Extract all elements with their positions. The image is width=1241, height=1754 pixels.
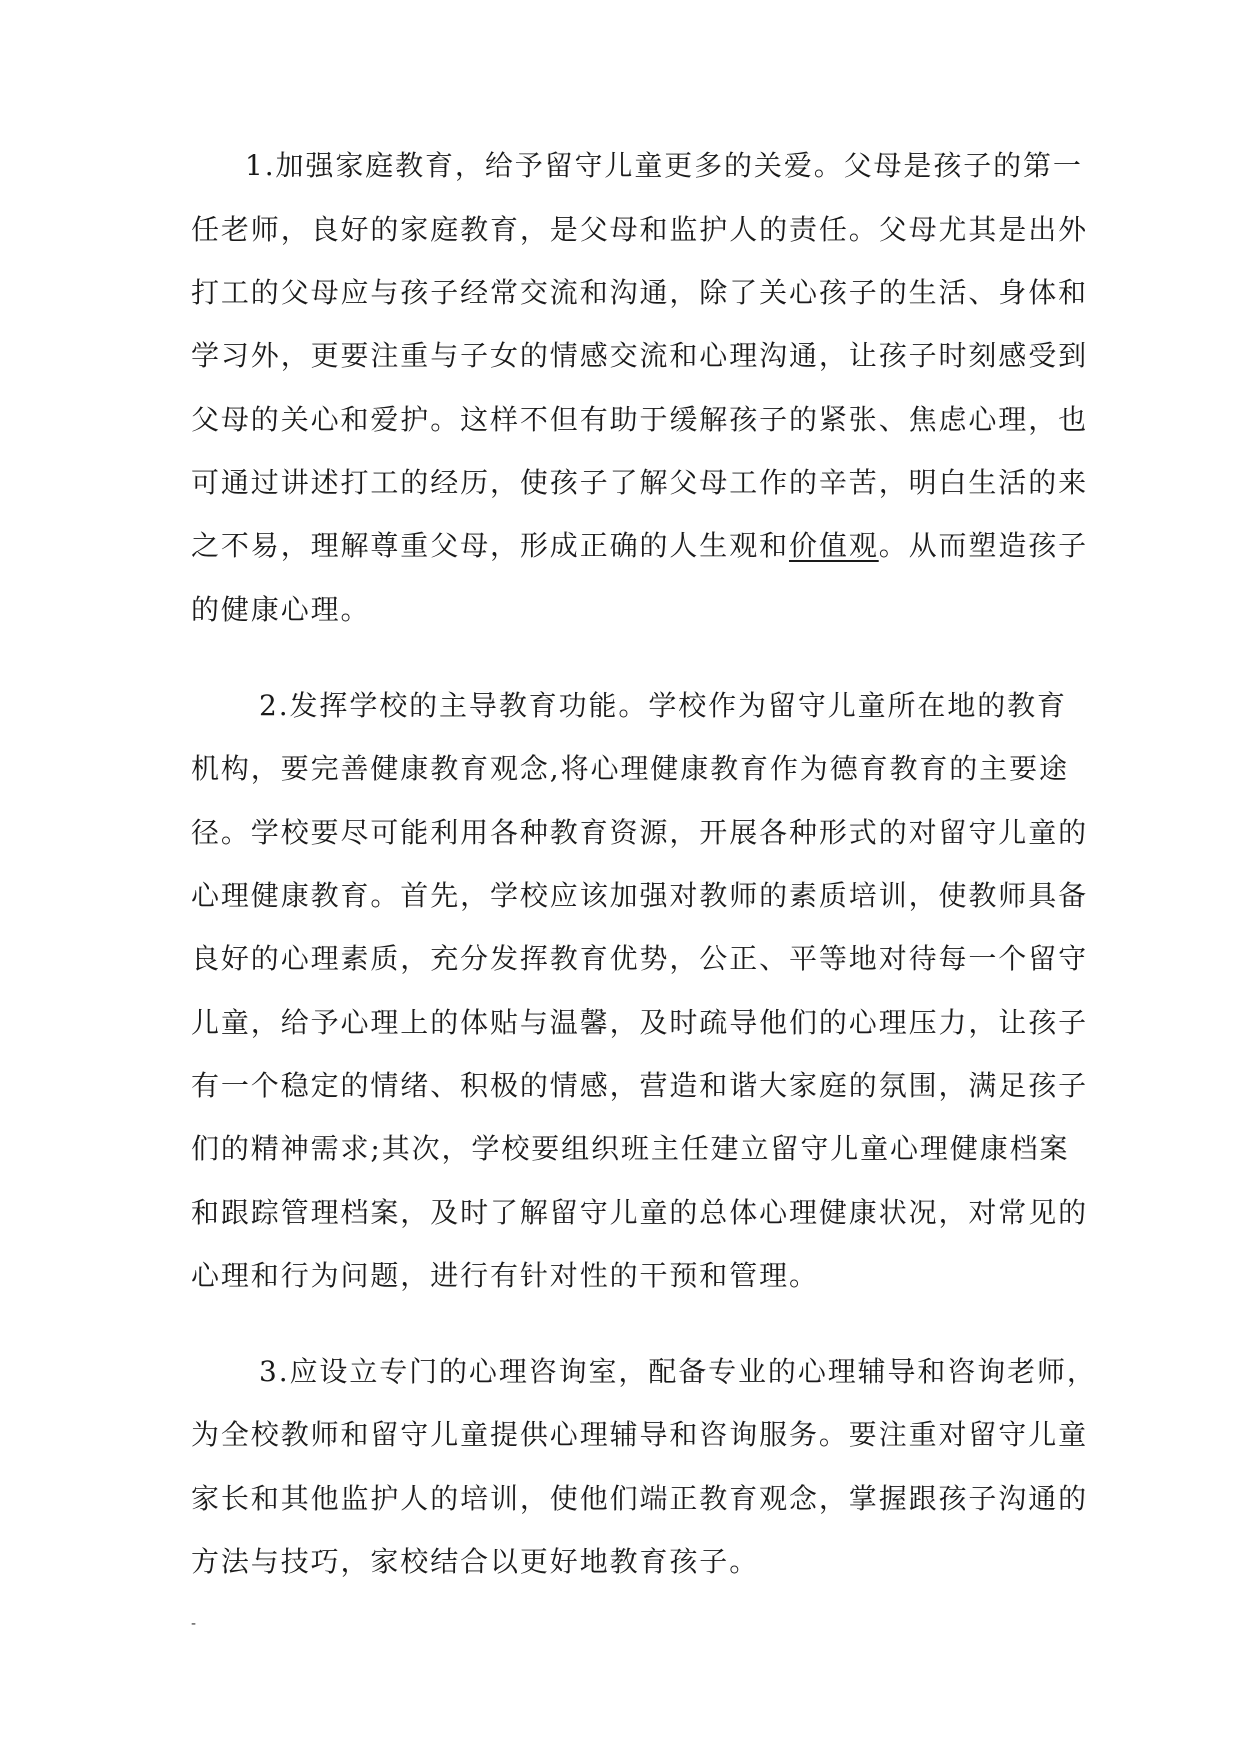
paragraph-1-line-3: 打工的父母应与孩子经常交流和沟通，除了关心孩子的生活、身体和 [191,276,1089,309]
paragraph-2-line-6: 儿童，给予心理上的体贴与温馨，及时疏导他们的心理压力，让孩子 [191,1006,1089,1039]
paragraph-1-line-8: 的健康心理。 [191,593,371,626]
paragraph-1-line-5: 父母的关心和爱护。这样不但有助于缓解孩子的紧张、焦虑心理，也 [191,403,1089,436]
line-text-before: 之不易，理解尊重父母，形成正确的人生观和 [191,529,790,562]
paragraph-2-line-2: 机构，要完善健康教育观念,将心理健康教育作为德育教育的主要途 [191,752,1069,785]
paragraph-1-line-1: 1.加强家庭教育，给予留守儿童更多的关爱。父母是孩子的第一 [245,149,1083,182]
paragraph-2-line-5: 良好的心理素质，充分发挥教育优势，公正、平等地对待每一个留守 [191,942,1089,975]
paragraph-3-line-4: 方法与技巧，家校结合以更好地教育孩子。 [191,1545,760,1578]
page-footer-mark: - [191,1616,197,1632]
paragraph-2-line-1: 2.发挥学校的主导教育功能。学校作为留守儿童所在地的教育 [259,689,1067,722]
paragraph-3-line-1: 3.应设立专门的心理咨询室，配备专业的心理辅导和咨询老师， [259,1355,1097,1388]
paragraph-2-line-7: 有一个稳定的情绪、积极的情感，营造和谐大家庭的氛围，满足孩子 [191,1069,1089,1102]
paragraph-3-line-3: 家长和其他监护人的培训，使他们端正教育观念，掌握跟孩子沟通的 [191,1482,1089,1515]
paragraph-2-line-10: 心理和行为问题，进行有针对性的干预和管理。 [191,1259,819,1292]
paragraph-2-line-4: 心理健康教育。首先，学校应该加强对教师的素质培训，使教师具备 [191,879,1089,912]
paragraph-1-line-2: 任老师，良好的家庭教育，是父母和监护人的责任。父母尤其是出外 [191,213,1089,246]
paragraph-2-line-9: 和跟踪管理档案，及时了解留守儿童的总体心理健康状况，对常见的 [191,1196,1089,1229]
paragraph-1-line-4: 学习外，更要注重与子女的情感交流和心理沟通，让孩子时刻感受到 [191,339,1089,372]
underlined-term-link[interactable]: 价值观 [789,529,879,562]
paragraph-1-line-6: 可通过讲述打工的经历，使孩子了解父母工作的辛苦，明白生活的来 [191,466,1089,499]
paragraph-2-line-8: 们的精神需求;其次，学校要组织班主任建立留守儿童心理健康档案 [191,1132,1070,1165]
paragraph-3-line-2: 为全校教师和留守儿童提供心理辅导和咨询服务。要注重对留守儿童 [191,1418,1089,1451]
line-text-after: 。从而塑造孩子 [878,529,1089,562]
paragraph-1-line-7 [191,526,1089,566]
paragraph-2-line-3: 径。学校要尽可能利用各种教育资源，开展各种形式的对留守儿童的 [191,816,1089,849]
